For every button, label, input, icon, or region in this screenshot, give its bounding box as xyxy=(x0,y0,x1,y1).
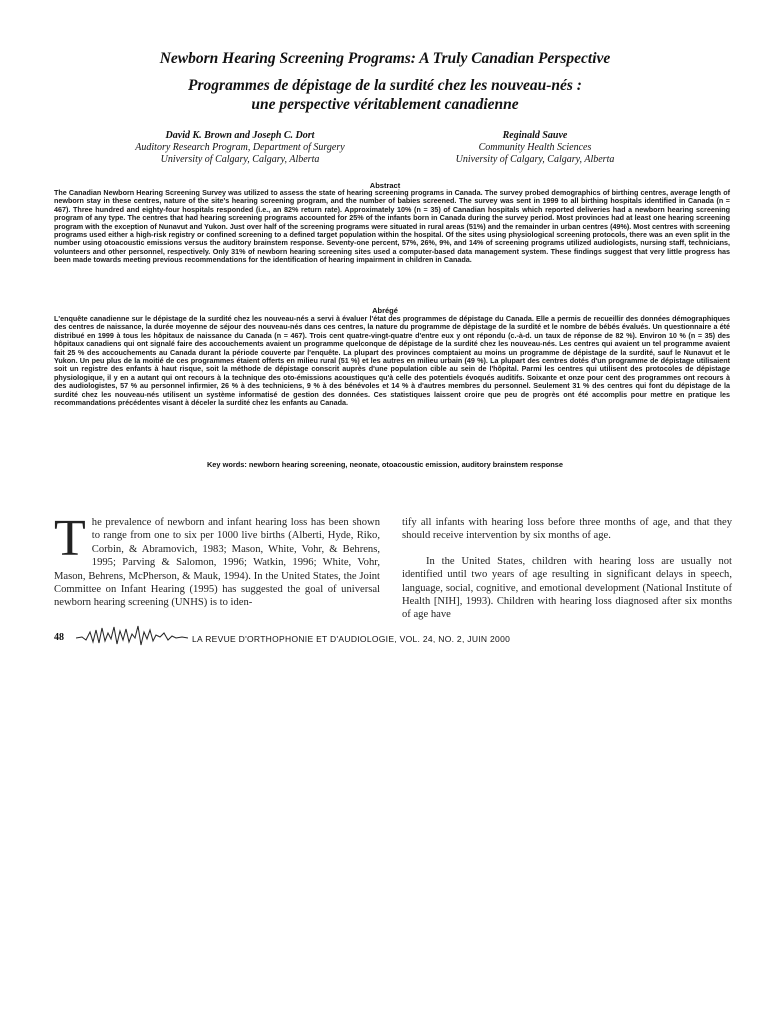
author-affiliation-right-1: Community Health Sciences xyxy=(478,142,592,153)
author-affiliation-left-1: Auditory Research Program, Department of Surgery xyxy=(135,142,345,153)
body-paragraph-1 xyxy=(54,510,380,610)
journal-citation: LA REVUE D'ORTHOPHONIE ET D'AUDIOLOGIE, VOL. 24, NO. 2, JUIN 2000 xyxy=(192,634,511,644)
author-affiliation-right-2: University of Calgary, Calgary, Alberta xyxy=(455,154,615,165)
author-block-right xyxy=(410,130,660,166)
abrege-heading: Abrégé xyxy=(372,306,398,315)
body-paragraph-1-text: he prevalence of newborn and infant hearing loss has been shown to range from one to six per 1000 live births (Alberti, Hyde, Riko, Corbin, & Abramovich, 1983; Mason, White, Vohr, & Behrens, 1995; Parving & Salomon, 1996; Watkin, 1996; White, Vohr, Mason, Behrens, McPherson, & Mauk, 1994). In the United States, the Joint Committee on Infant Hearing (1995) has suggested the goal of universal newborn hearing screening (UNHS) is to iden- xyxy=(54,517,380,609)
title-french-line1: Programmes de dépistage de la surdité chez les nouveau-nés : xyxy=(188,77,582,94)
abstract-heading: Abstract xyxy=(369,181,401,190)
title-french xyxy=(0,76,770,114)
page-number: 48 xyxy=(54,632,64,643)
abstract-text: The Canadian Newborn Hearing Screening Survey was utilized to assess the state of hearing screening programs in Canada. The survey probed demographics of birthing centres, average length of newborn stay in these centres, nature of the site's hearing screening program, and the number of babies screened. The survey was sent in 1999 to all birthing hospitals identified in Canada (n = 467). Three hundred and eighty-four hospitals responded (i.e., an 82% return rate). Approximately 10% (n = 35) of Canadian hospitals which reported deliveries had a newborn hearing screening program of any type. The centres that had hearing screening programs accounted for 25% of the infants born in Canada during the survey period. Most provinces had at least one hearing screening program with the exception of Nunavut and Yukon. Just over half of the screening programs were situated in rural areas (51%) and the remainder in urban centres (49%). Most centres with screening programs used either a high-risk registry or confined screening to a defined target population within the hospital. Of the sites using physiological screening protocols, there was an even split in the number using otoacoustic emissions versus the auditory brainstem response. Seventy-one percent, 57%, 26%, 9%, and 14% of screening programs utilized audiologists, nursing staff, technicians, volunteers and other personnel, respectively. Only 31% of newborn hearing screening sites used a computer-based data management system. These findings suggest that very little progress has been made towards meeting previous recommendations for the identification of hearing impairment in children in Canada. xyxy=(54,188,730,265)
body-column-right xyxy=(402,516,732,622)
author-affiliation-left-2: University of Calgary, Calgary, Alberta xyxy=(160,154,320,165)
keywords: Key words: newborn hearing screening, neonate, otoacoustic emission, auditory brainstem response xyxy=(206,460,564,469)
page-footer xyxy=(54,624,734,648)
author-block-left xyxy=(90,130,390,166)
abrege-text: L'enquête canadienne sur le dépistage de la surdité chez les nouveau-nés a servi à évaluer l'état des programmes de dépistage du Canada. Elle a permis de recueillir des données démographiques des centres de naissance, la durée moyenne de séjour des nouveau-nés dans ces centres, la nature du programme de dépistage de la surdité et le nombre de bébés évalués. Un questionnaire a été distribué en 1999 à tous les hôpitaux de naissance du Canada (n = 467). Trois cent quatre-vingt-quatre d'entre eux y ont répondu (c.-à-d. un taux de réponse de 82 %). Environ 10 % (n = 35) des hôpitaux canadiens qui ont signalé faire des accouchements avaient un programme quelconque de dépistage de la surdité chez les nouveau-nés. Les centres qui avaient un tel programme avaient fait 25 % des accouchements au Canada durant la période couverte par l'enquête. La plupart des provinces comptaient au moins un programme de dépistage de la surdité, sauf le Nunavut et le Yukon. Un peu plus de la moitié de ces programmes étaient offerts en milieu rural (51 %) et les autres en milieu urbain (49 %). La plupart des centres dotés d'un programme de dépistage utilisaient soit un registre des enfants à haut risque, soit la méthode de dépistage conscrit auprès d'une population cible au sein de l'hôpital. Parmi les centres qui utilisent des protocoles de dépistage physiologique, il y en a autant qui ont recours à la technique des oto-émissions acoustiques qu'à celle des potentiels évoqués auditifs. Soixante et onze pour cent des programmes ont recours à des audiologistes, 57 % au personnel infirmier, 26 % à des techniciens, 9 % à des bénévoles et 14 % à d'autres membres du personnel. Seulement 31 % des centres qui font du dépistage de la surdité chez les nouveau-nés utilisent un système informatisé de gestion des données. Ces statistiques laissent croire que peu de progrès ont été accomplis pour mettre en pratique les recommandations précédentes visant à déceler la surdité chez les enfants au Canada. xyxy=(54,314,730,408)
body-paragraph-continued: tify all infants with hearing loss before three months of age, and that they should receive intervention by six months of age. xyxy=(402,517,732,542)
title-french-line2: une perspective véritablement canadienne xyxy=(251,96,519,113)
body-column-left xyxy=(54,510,380,610)
author-names-left: David K. Brown and Joseph C. Dort xyxy=(165,130,315,141)
waveform-icon xyxy=(76,624,188,648)
drop-cap: T xyxy=(54,510,86,567)
author-names-right: Reginald Sauve xyxy=(502,130,568,141)
body-paragraph-2: In the United States, children with hearing loss are usually not identified until two years of age resulting in significant delays in speech, language, social, cognitive, and emotional development (National Institute of Health [NIH], 1993). Children with hearing loss diagnosed after six months of age have xyxy=(402,555,732,621)
title-english: Newborn Hearing Screening Programs: A Truly Canadian Perspective xyxy=(159,50,611,67)
